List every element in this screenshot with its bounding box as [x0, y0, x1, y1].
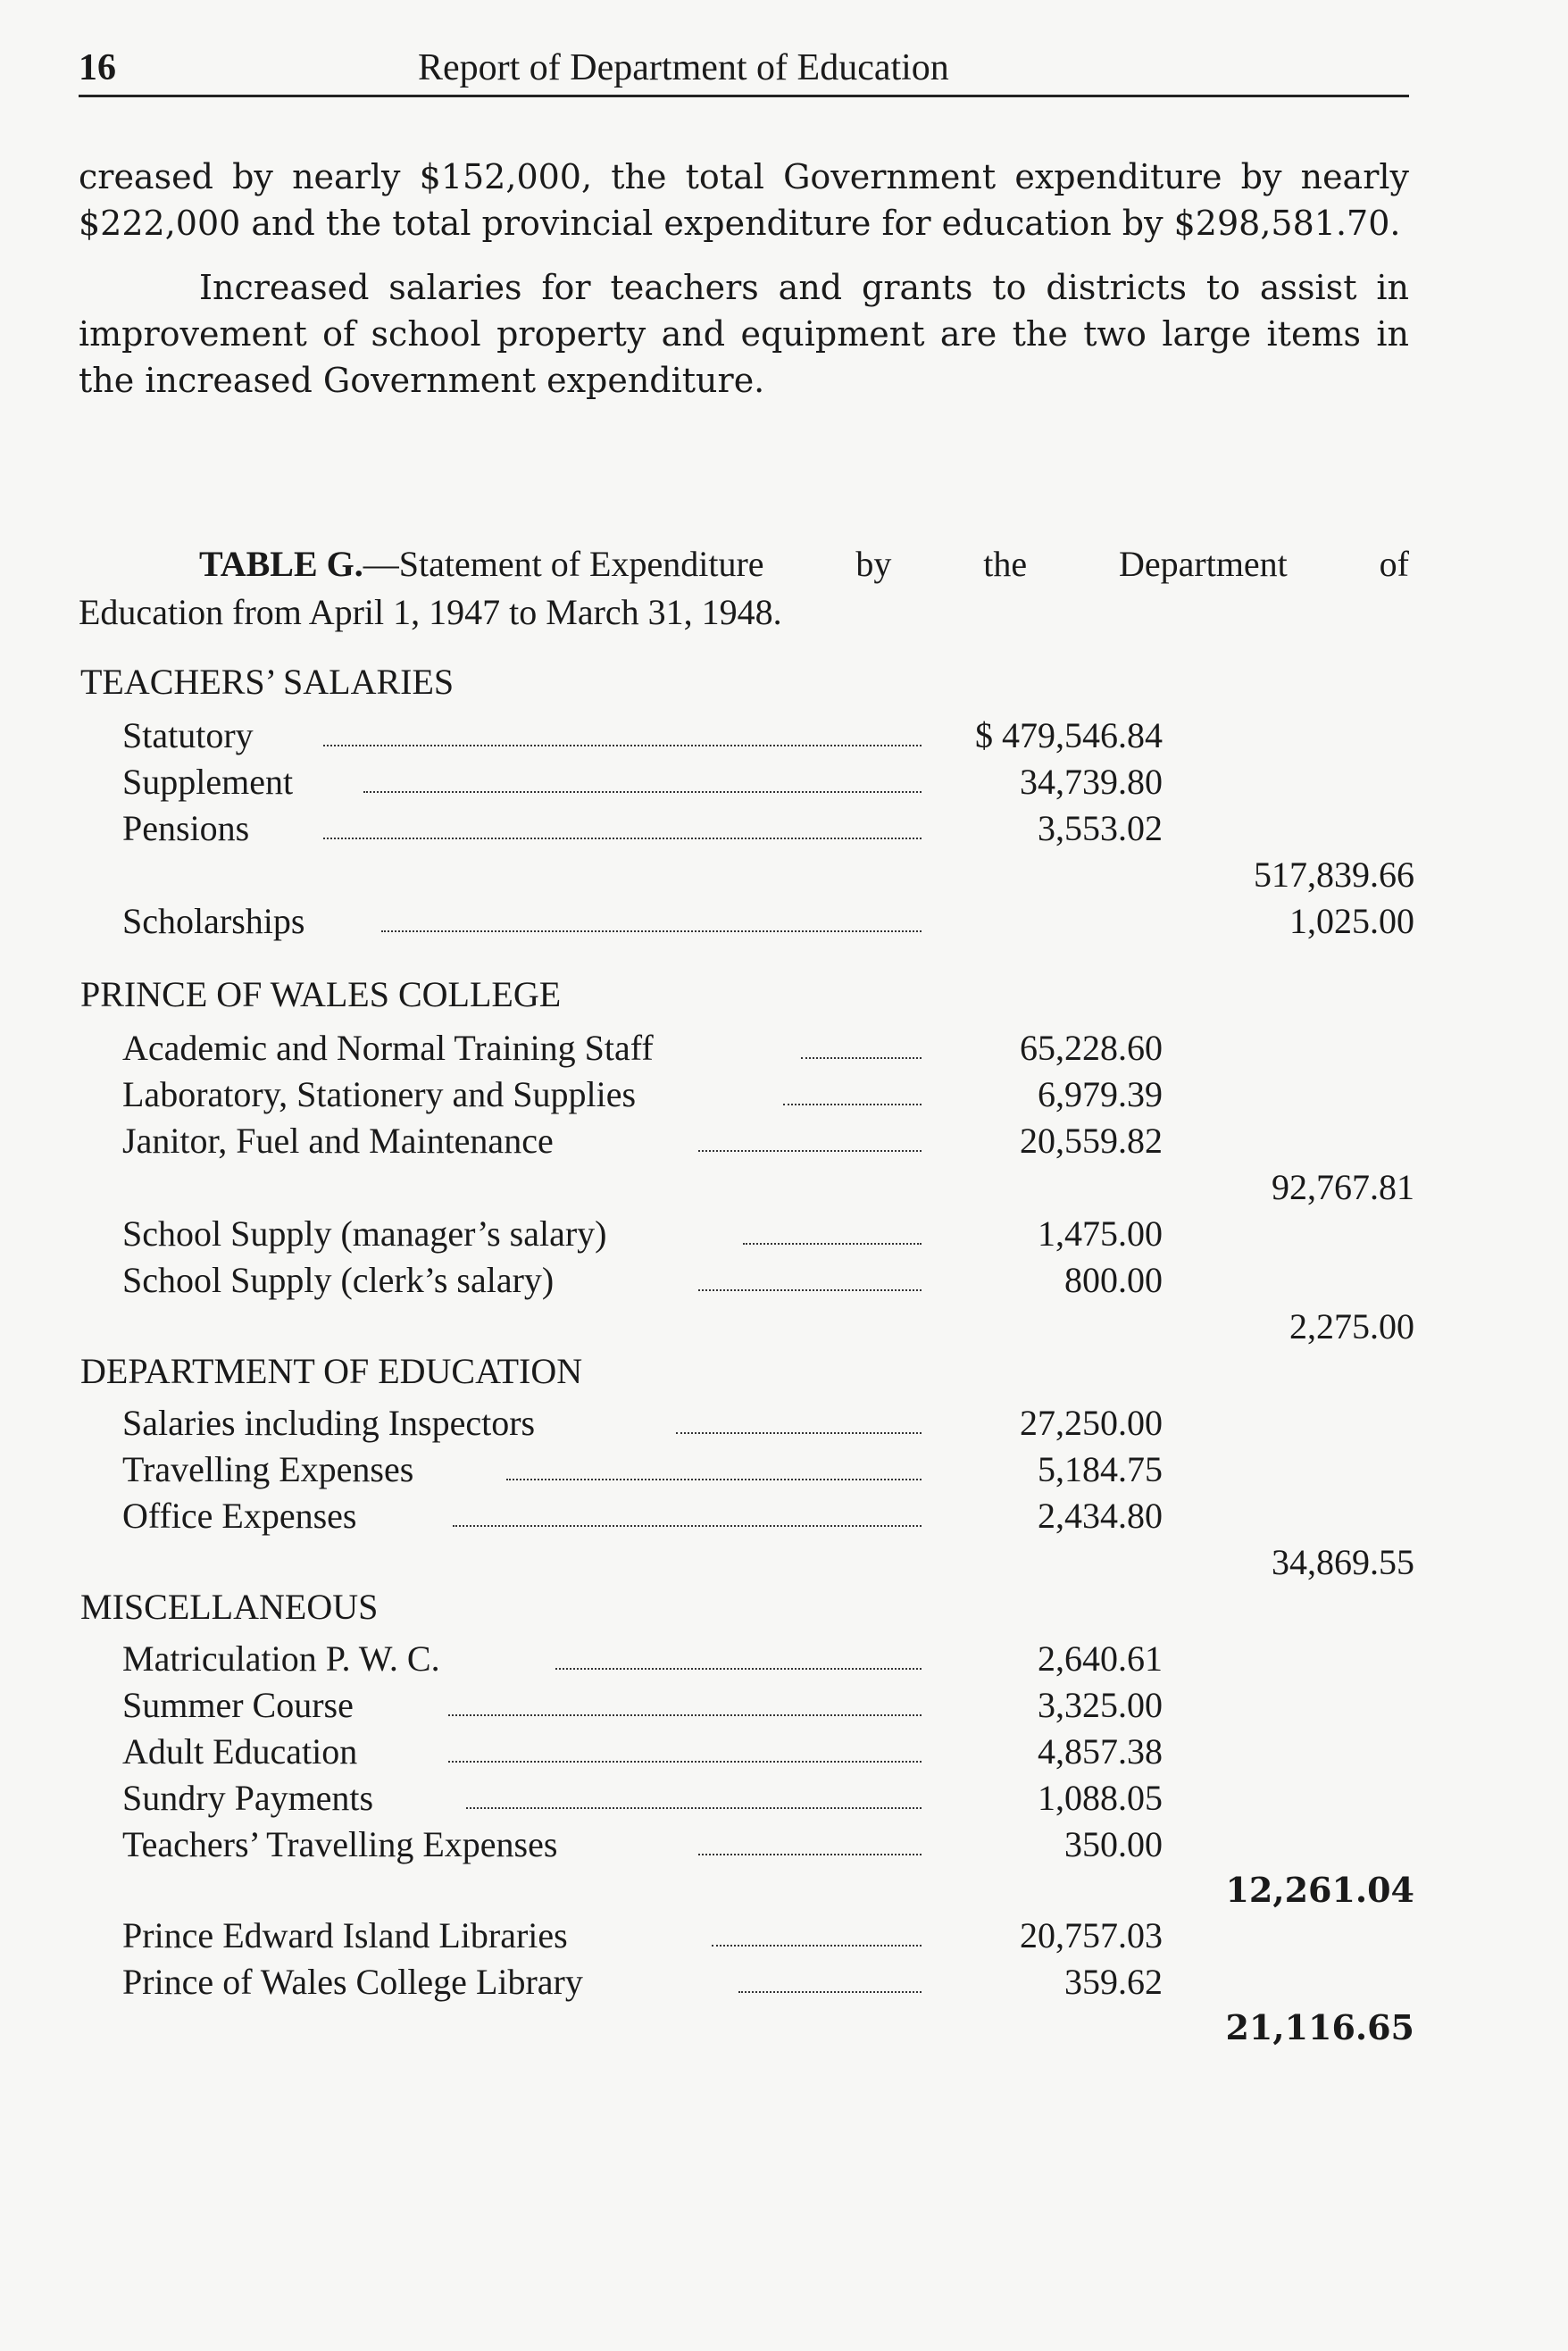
table-caption-word: —Statement of Expenditure — [363, 544, 764, 584]
table-row — [122, 761, 1408, 807]
row-label: Statutory — [122, 715, 254, 755]
row-amount: 350.00 — [1064, 1824, 1163, 1864]
row-total: 1,025.00 — [1289, 901, 1414, 941]
table-row — [122, 1259, 1408, 1305]
leader-dots — [555, 1668, 922, 1670]
row-amount: 3,553.02 — [1038, 808, 1163, 848]
row-label: Scholarships — [122, 901, 305, 941]
table-caption-word: by — [855, 544, 892, 584]
leader-dots — [363, 791, 922, 793]
row-label: School Supply (manager’s salary) — [122, 1213, 607, 1254]
row-amount: 1,088.05 — [1038, 1778, 1163, 1818]
table-row — [122, 1961, 1408, 2007]
leader-dots — [698, 1854, 922, 1855]
row-label: Office Expenses — [122, 1496, 357, 1536]
section-subtotal: 517,839.66 — [1254, 855, 1414, 895]
row-amount: 3,325.00 — [1038, 1685, 1163, 1725]
row-amount: 34,739.80 — [1020, 762, 1163, 802]
row-label: Supplement — [122, 762, 294, 802]
table-row — [122, 1914, 1408, 1961]
table-row — [122, 1120, 1408, 1166]
leader-dots — [698, 1150, 922, 1152]
row-label: Pensions — [122, 808, 250, 848]
section-subtotal: 92,767.81 — [1272, 1167, 1414, 1207]
row-amount: 2,434.80 — [1038, 1496, 1163, 1536]
row-label: Laboratory, Stationery and Supplies — [122, 1074, 637, 1114]
row-label: Prince Edward Island Libraries — [122, 1915, 568, 1955]
table-row — [122, 1073, 1408, 1120]
paragraph-increased-salaries: Increased salaries for teachers and grants to districts to assist in improvement of school property and equipment are the two large items in the increased Government expenditure. — [79, 268, 1409, 400]
row-label: Matriculation P. W. C. — [122, 1638, 440, 1679]
leader-dots — [323, 838, 922, 839]
table-row — [122, 714, 1408, 761]
section-heading-prince-of-wales-college: PRINCE OF WALES COLLEGE — [80, 974, 562, 1014]
row-label: Academic and Normal Training Staff — [122, 1028, 654, 1068]
row-label: Summer Course — [122, 1685, 354, 1725]
leader-dots — [448, 1761, 922, 1763]
table-row — [122, 1730, 1408, 1777]
section-heading-miscellaneous: MISCELLANEOUS — [80, 1587, 379, 1627]
row-amount: 27,250.00 — [1020, 1403, 1163, 1443]
row-amount: 6,979.39 — [1038, 1074, 1163, 1114]
row-amount: 4,857.38 — [1038, 1731, 1163, 1772]
table-caption-word: the — [983, 544, 1028, 584]
table-row — [122, 1823, 1408, 1870]
leader-dots — [466, 1807, 922, 1809]
row-amount: 65,228.60 — [1020, 1028, 1163, 1068]
row-label: School Supply (clerk’s salary) — [122, 1260, 555, 1300]
table-caption-line2: Education from April 1, 1947 to March 31, 1948. — [79, 592, 782, 632]
table-row — [122, 900, 1408, 946]
leader-dots — [448, 1714, 922, 1716]
table-caption-word: Department — [1118, 544, 1288, 584]
table-row — [122, 1448, 1408, 1495]
leader-dots — [738, 1991, 922, 1993]
row-label: Salaries including Inspectors — [122, 1403, 536, 1443]
paragraph-continued: creased by nearly $152,000, the total Government expenditure by nearly $222,000 and the total provincial expenditure for education by $298,581.70. — [79, 157, 1409, 243]
row-label: Janitor, Fuel and Maintenance — [122, 1121, 554, 1161]
section-subtotal: 2,275.00 — [1289, 1306, 1414, 1346]
row-label: Prince of Wales College Library — [122, 1962, 583, 2002]
table-row — [122, 1777, 1408, 1823]
row-amount: $ 479,546.84 — [975, 715, 1163, 755]
table-row — [122, 1402, 1408, 1448]
leader-dots — [698, 1289, 922, 1291]
table-caption-word: of — [1379, 544, 1409, 584]
table-row — [122, 1684, 1408, 1730]
row-amount: 359.62 — [1064, 1962, 1163, 2002]
row-amount: 20,757.03 — [1020, 1915, 1163, 1955]
section-subtotal: 21,116.65 — [1225, 2007, 1414, 2047]
section-subtotal: 12,261.04 — [1225, 1870, 1414, 1910]
section-heading-department-of-education: DEPARTMENT OF EDUCATION — [80, 1351, 583, 1391]
table-row — [122, 807, 1408, 854]
table-row — [122, 1638, 1408, 1684]
table-row — [122, 1213, 1408, 1259]
row-label: Sundry Payments — [122, 1778, 374, 1818]
leader-dots — [801, 1057, 922, 1059]
row-label: Travelling Expenses — [122, 1449, 414, 1489]
running-head: Report of Department of Education — [418, 47, 949, 88]
table-caption-lead: TABLE G. — [199, 544, 363, 584]
row-amount: 1,475.00 — [1038, 1213, 1163, 1254]
leader-dots — [381, 930, 922, 932]
row-amount: 800.00 — [1064, 1260, 1163, 1300]
leader-dots — [506, 1479, 922, 1480]
section-heading-teachers-salaries: TEACHERS’ SALARIES — [80, 662, 455, 702]
row-amount: 2,640.61 — [1038, 1638, 1163, 1679]
row-amount: 5,184.75 — [1038, 1449, 1163, 1489]
row-label: Teachers’ Travelling Expenses — [122, 1824, 558, 1864]
row-label: Adult Education — [122, 1731, 358, 1772]
section-subtotal: 34,869.55 — [1272, 1542, 1414, 1582]
table-row — [122, 1495, 1408, 1541]
table-row — [122, 1027, 1408, 1073]
leader-dots — [323, 745, 922, 746]
leader-dots — [743, 1243, 922, 1245]
leader-dots — [712, 1945, 922, 1947]
leader-dots — [676, 1432, 922, 1434]
leader-dots — [783, 1104, 922, 1105]
page-number: 16 — [79, 47, 116, 88]
leader-dots — [453, 1525, 922, 1527]
row-amount: 20,559.82 — [1020, 1121, 1163, 1161]
